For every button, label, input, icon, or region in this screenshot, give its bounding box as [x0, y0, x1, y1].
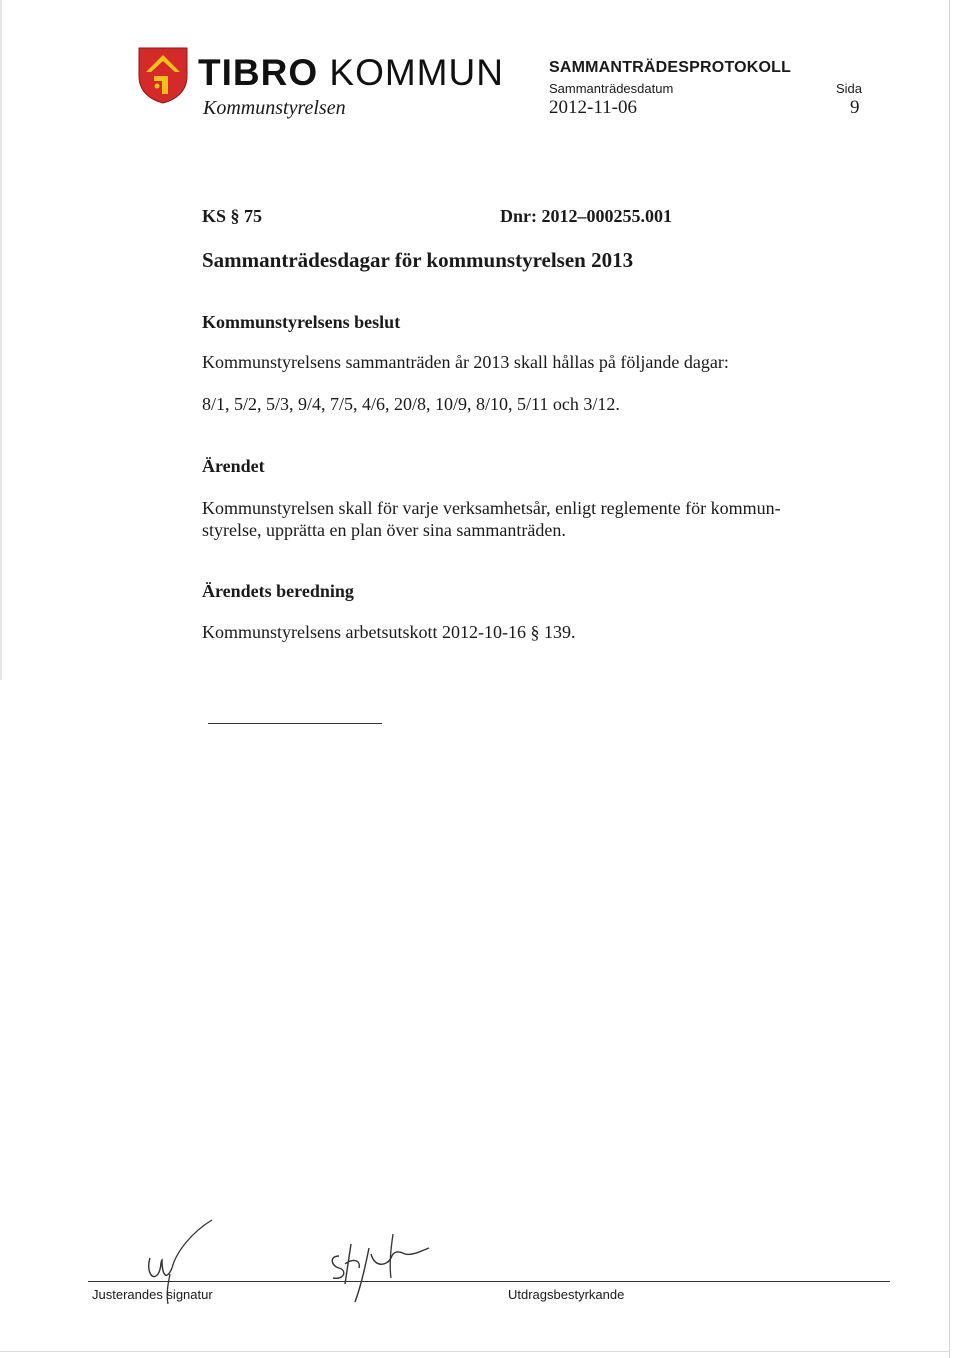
extract-verification-label: Utdragsbestyrkande	[508, 1287, 625, 1302]
matter-heading: Ärendet	[202, 456, 265, 476]
matter-text-line: Kommunstyrelsen skall för varje verksamhetsår, enligt reglemente för kommun-	[202, 498, 781, 518]
page-edge	[0, 0, 2, 680]
committee-name: Kommunstyrelsen	[203, 97, 346, 119]
matter-text-line: styrelse, upprätta en plan över sina sammanträden.	[202, 520, 566, 540]
page-title: Sammanträdesdagar för kommunstyrelsen 2013	[202, 248, 634, 272]
divider	[208, 723, 382, 724]
brand-light: KOMMUN	[329, 52, 504, 93]
municipality-name	[198, 52, 504, 94]
page-edge	[949, 0, 950, 1358]
municipal-coat-of-arms-icon	[137, 46, 189, 104]
meeting-date: 2012-11-06	[549, 97, 637, 118]
verifier-signature-label: Justerandes signatur	[92, 1287, 213, 1302]
page-label: Sida	[836, 81, 863, 96]
meeting-date-label: Sammanträdesdatum	[549, 81, 674, 96]
signature-line	[88, 1281, 890, 1282]
handwritten-signature	[325, 1228, 435, 1313]
decision-text: Kommunstyrelsens sammanträden år 2013 skall hållas på följande dagar:	[202, 352, 729, 372]
registration-number: Dnr: 2012–000255.001	[500, 206, 672, 226]
preparation-heading: Ärendets beredning	[202, 581, 354, 601]
preparation-text: Kommunstyrelsens arbetsutskott 2012-10-16 § 139.	[202, 622, 576, 642]
document-type: SAMMANTRÄDESPROTOKOLL	[549, 59, 792, 76]
brand-bold: TIBRO	[198, 52, 319, 93]
page-number: 9	[850, 97, 860, 118]
page-edge	[0, 1351, 950, 1352]
section-number: KS § 75	[202, 206, 263, 226]
meeting-dates: 8/1, 5/2, 5/3, 9/4, 7/5, 4/6, 20/8, 10/9, 8/10, 5/11 och 3/12.	[202, 394, 620, 414]
decision-heading: Kommunstyrelsens beslut	[202, 312, 401, 332]
